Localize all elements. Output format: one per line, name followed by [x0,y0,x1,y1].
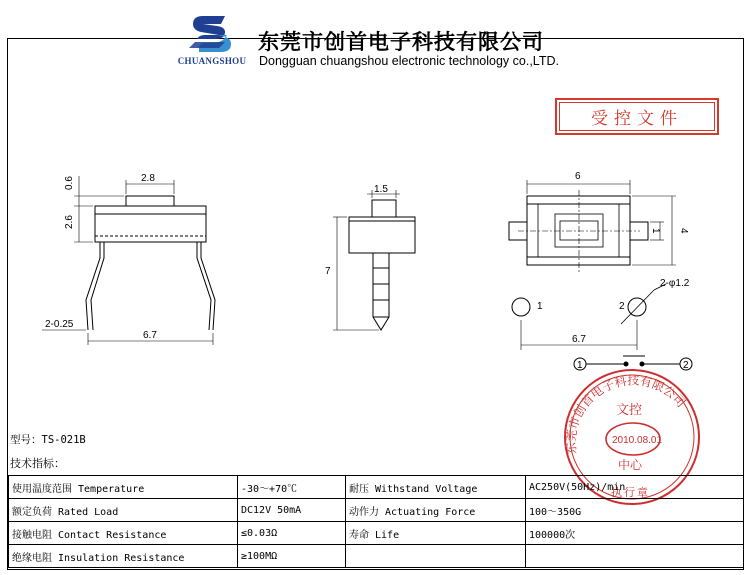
schematic-pin2: 2 [683,360,689,371]
spec-cell: 动作力 Actuating Force [346,499,526,522]
spec-cell: 绝缘电阻 Insulation Resistance [9,545,238,568]
spec-cell: 100～350G [526,499,744,522]
dim-front-total-height: 7 [325,266,331,277]
front-view [333,190,415,330]
dim-hole-spec: 2-φ1.2 [660,278,690,289]
spec-cell: 耐压 Withstand Voltage [346,476,526,499]
dim-side-pin-spec: 2-0.25 [45,319,74,330]
schematic-pin1: 1 [577,360,583,371]
dim-side-top-width: 2.8 [141,173,155,184]
spec-cell: 寿命 Life [346,522,526,545]
dim-top-pin-pitch: 1 [650,228,661,234]
spec-cell [346,545,526,568]
seal-bottom: 执行章 [611,486,650,499]
dim-side-top-height: 0.6 [64,176,75,190]
table-row [9,545,744,568]
dim-side-body-height: 2.6 [64,215,75,229]
hole-pin1-label: 1 [537,301,543,312]
spec-table [8,475,744,568]
top-view [509,180,676,272]
seal-ring-text: 东莞市创首电子科技有限公司 [564,373,689,455]
company-name-cn: 东莞市创首电子科技有限公司 [258,29,544,54]
seal-date: 2010.08.01 [612,435,663,446]
seal-center: 中心 [618,458,643,472]
dim-front-actuator-width: 1.5 [374,184,388,195]
switch-schematic [574,356,692,370]
dim-side-span: 6.7 [143,330,157,341]
spec-cell: 使用温度范围 Temperature [9,476,238,499]
table-row [9,522,744,545]
dim-top-height: 4 [678,228,689,234]
spec-cell: 额定负荷 Rated Load [9,499,238,522]
dim-hole-pitch: 6.7 [572,334,586,345]
logo-text: CHUANGSHOU [177,56,247,66]
spec-cell: AC250V(50Hz)/min [526,476,744,499]
model-label: 型号：TS-021B [10,434,86,446]
seal-dept: 文控 [616,403,643,418]
company-name-en: Dongguan chuangshou electronic technology co.,LTD. [259,54,559,68]
table-row [9,476,744,499]
spec-cell: ≤0.03Ω [238,522,346,545]
spec-cell: 100000次 [526,522,744,545]
hole-pin2-label: 2 [619,301,625,312]
controlled-document-text: 受控文件 [559,102,715,131]
spec-cell: ≥100MΩ [238,545,346,568]
spec-cell: -30～+70℃ [238,476,346,499]
table-row [9,499,744,522]
hole-view [512,284,666,350]
dim-top-width: 6 [575,171,581,182]
spec-cell [526,545,744,568]
spec-cell: 接触电阻 Contact Resistance [9,522,238,545]
spec-cell: DC12V 50mA [238,499,346,522]
tech-spec-label: 技术指标： [10,457,65,470]
